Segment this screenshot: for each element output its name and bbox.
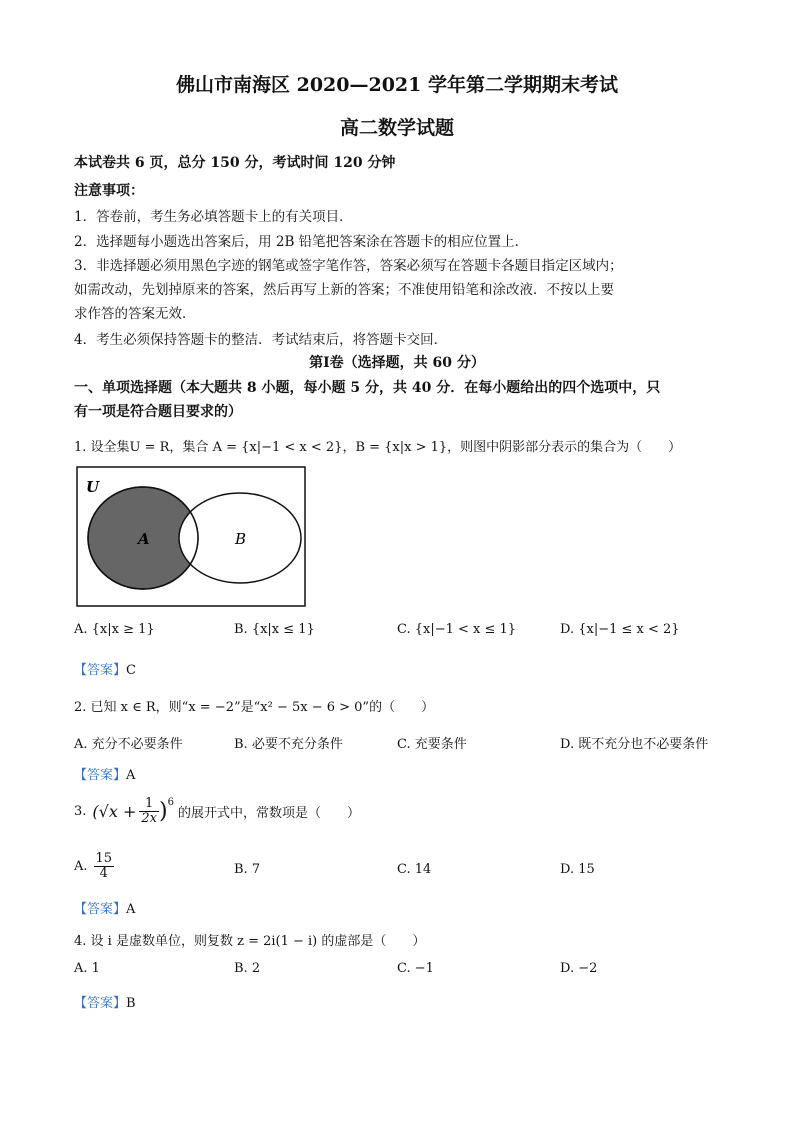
- q3-answer: [74, 898, 135, 917]
- q3-option-a-label: A.: [74, 859, 88, 875]
- answer-value: C: [126, 663, 136, 678]
- note-4: 4．考生必须保持答题卡的整洁．考试结束后，将答题卡交回．: [74, 332, 448, 348]
- document-subtitle: 高二数学试题: [339, 117, 454, 139]
- exam-info: 本试卷共 6 页，总分 150 分，考试时间 120 分钟: [74, 155, 396, 171]
- q1-option-b: B. {x|x ≤ 1}: [234, 622, 315, 637]
- q3-frac-num: 1: [139, 797, 159, 812]
- q3-option-d: D. 15: [560, 862, 595, 877]
- q3-option-b: B. 7: [234, 862, 261, 877]
- q2-option-c: C. 充要条件: [397, 737, 467, 752]
- q3-expr-close: ): [158, 799, 168, 825]
- q3-frac-den: 2x: [141, 811, 157, 827]
- note-3-cont: 如需改动，先划掉原来的答案，然后再写上新的答案；不准使用铅笔和涂改液．不按以上要: [74, 282, 614, 298]
- venn-label-b: B: [235, 530, 247, 548]
- q4-option-d: D. −2: [560, 961, 598, 976]
- q1-option-d: D. {x|−1 ≤ x < 2}: [560, 622, 680, 637]
- question-3-stem: [74, 797, 360, 827]
- document-title: 佛山市南海区 2020—2021 学年第二学期期末考试: [176, 74, 618, 96]
- q3-option-a-den: 4: [99, 866, 108, 882]
- q3-fraction: [139, 797, 159, 827]
- q3-expr-open: (√x +: [92, 802, 137, 822]
- answer-tag: 【答案】: [74, 768, 127, 783]
- q4-option-a: A. 1: [74, 961, 100, 976]
- question-2-stem: 2. 已知 x ∈ R，则“x = −2”是“x² − 5x − 6 > 0”的（ ）: [74, 700, 435, 715]
- q4-answer: [74, 992, 136, 1011]
- q3-option-c: C. 14: [397, 862, 432, 877]
- answer-tag: 【答案】: [74, 902, 127, 917]
- q1-option-c: C. {x|−1 < x ≤ 1}: [397, 622, 517, 637]
- answer-value: A: [126, 768, 136, 783]
- q2-answer: [74, 764, 135, 783]
- q3-option-a-num: 15: [95, 851, 113, 866]
- q4-option-c: C. −1: [397, 961, 434, 976]
- note-2: 2．选择题每小题选出答案后，用 2B 铅笔把答案涂在答题卡的相应位置上．: [74, 234, 529, 250]
- q1-answer: [74, 659, 136, 678]
- q3-number: 3.: [74, 804, 87, 820]
- section-heading-cont: 有一项是符合题目要求的）: [74, 404, 242, 420]
- q4-option-b: B. 2: [234, 961, 261, 976]
- q2-option-b: B. 必要不充分条件: [234, 737, 343, 752]
- q3-suffix: 的展开式中，常数项是（ ）: [177, 806, 360, 822]
- note-3: 3．非选择题必须用黑色字迹的钢笔或签字笔作答，答案必须写在答题卡各题目指定区域内；: [74, 258, 623, 274]
- notes-heading: 注意事项：: [74, 183, 144, 199]
- q1-option-a: A. {x|x ≥ 1}: [74, 622, 155, 637]
- q3-option-a-fraction: [94, 852, 115, 882]
- q2-option-a: A. 充分不必要条件: [74, 737, 183, 752]
- answer-value: A: [126, 902, 136, 917]
- question-4-stem: 4. 设 i 是虚数单位，则复数 z = 2i(1 − i) 的虚部是（ ）: [74, 934, 426, 949]
- q2-option-d: D. 既不充分也不必要条件: [560, 737, 709, 752]
- note-3-end: 求作答的答案无效．: [74, 306, 196, 322]
- venn-diagram: [76, 466, 306, 607]
- answer-tag: 【答案】: [74, 996, 127, 1011]
- q3-option-a: [74, 852, 114, 882]
- answer-value: B: [126, 996, 136, 1011]
- note-1: 1．答卷前，考生务必填答题卡上的有关项目．: [74, 209, 353, 225]
- section-heading: 一、单项选择题（本大题共 8 小题，每小题 5 分，共 40 分．在每小题给出的四个选项中，只: [74, 380, 661, 396]
- part-title: 第Ⅰ卷（选择题，共 60 分）: [309, 355, 485, 371]
- answer-tag: 【答案】: [74, 663, 127, 678]
- question-1-stem: 1. 设全集U = R，集合 A = {x|−1 < x < 2}，B = {x|x > 1}，则图中阴影部分表示的集合为（ ）: [74, 440, 682, 455]
- venn-label-a: A: [138, 530, 150, 548]
- venn-label-u: U: [86, 478, 100, 496]
- q3-exponent: 6: [167, 797, 174, 808]
